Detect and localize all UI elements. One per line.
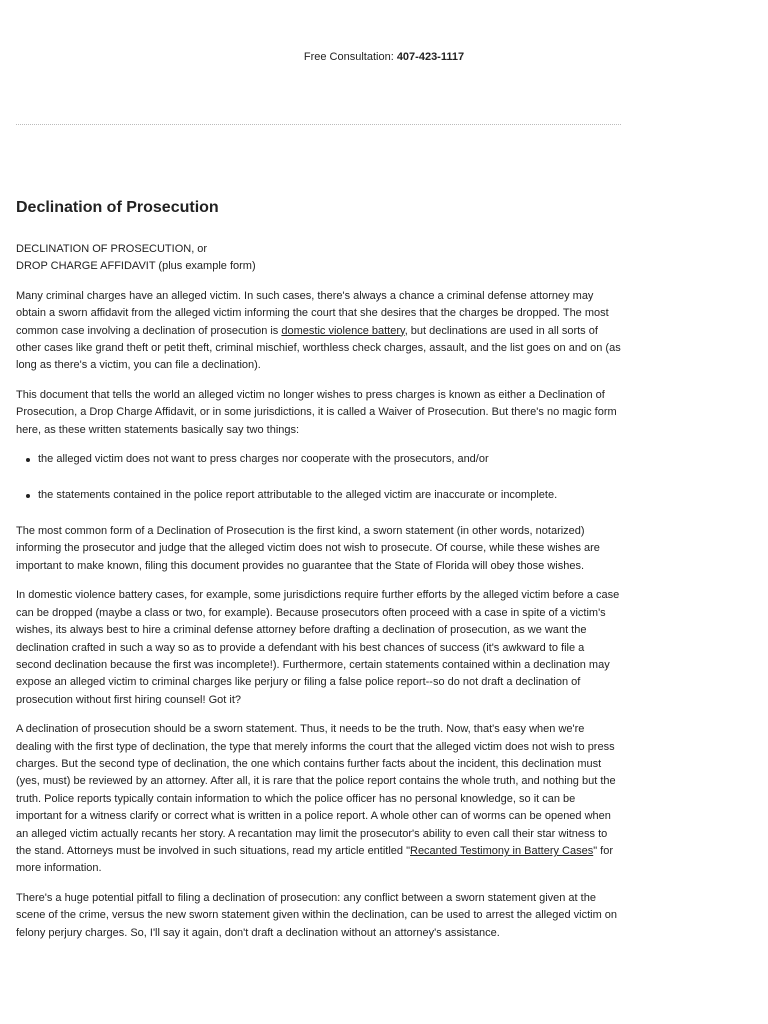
- consultation-label: Free Consultation:: [303, 51, 397, 63]
- paragraph-sworn-text-b: " for more information.: [16, 844, 614, 875]
- domestic-violence-battery-link[interactable]: domestic violence battery: [281, 324, 405, 337]
- dotted-divider: [16, 124, 621, 125]
- recanted-testimony-link[interactable]: Recanted Testimony in Battery Cases: [410, 844, 594, 857]
- paragraph-common-form: The most common form of a Declination of Prosecution is the first kind, a sworn statement (in other words, notarized) informing the prosecutor and judge that the alleged victim does not wish to prosecute. Of course, while these wishes are important to make known, filing this document provides no guarantee that the State of Florida will obey those wishes.: [16, 525, 600, 572]
- paragraph-sworn-statement: [16, 721, 622, 878]
- phone-number[interactable]: 407-423-1117: [396, 51, 465, 63]
- consultation-header: [0, 51, 768, 63]
- declination-points-list: [16, 451, 622, 504]
- paragraph-domestic-violence: In domestic violence battery cases, for example, some jurisdictions require further efforts by the alleged victim before a case can be dropped (maybe a class or two, for example). Because prosecutors often proceed with a case in spite of a victim's wishes, its always best to hire a criminal defense attorney before drafting a declination of prosecution, as we want the declination crafted in such a way so as to provide a defendant with his best chances of success (it's awkward to file a second declination because the first was incomplete!). Furthermore, certain statements contained within a declination may expose an alleged victim to criminal charges like perjury or filing a false police report--so do not draft a declination of prosecution without first hiring counsel! Got it?: [16, 589, 620, 706]
- paragraph-definition: This document that tells the world an alleged victim no longer wishes to press charges is known as either a Declination of Prosecution, a Drop Charge Affidavit, or in some jurisdictions, it is called a Waiver of Prosecution. But there's no magic form here, as these written statements basically say two things:: [16, 388, 617, 436]
- paragraph-intro: [16, 288, 622, 375]
- paragraph-pitfall: There's a huge potential pitfall to filing a declination of prosecution: any conflict between a sworn statement given at the scene of the crime, versus the new sworn statement given within the declination, can be used to arrest the alleged victim on felony perjury charges. So, I'll say it again, don't draft a declination without an attorney's assistance.: [16, 891, 618, 939]
- list-item: the alleged victim does not want to press charges nor cooperate with the prosecutors, and/or: [38, 451, 622, 468]
- subhead-line-2: DROP CHARGE AFFIDAVIT (plus example form): [16, 260, 256, 273]
- article-subhead: [16, 241, 622, 276]
- paragraph-intro-text-b: , but declinations are used in all sorts of other cases like grand theft or petit theft, criminal mischief, worthless check charges, assault, and the list goes on and on (as long as there's a victim, you can file a declination).: [16, 324, 621, 372]
- paragraph-sworn-text-a: A declination of prosecution should be a sworn statement. Thus, it needs to be the truth. Now, that's easy when we're dealing with the first type of declination, the type that merely informs the court that the alleged victim does not wish to press charges. But the second type of declination, the one which contains further facts about the incident, this declination must (yes, must) be reviewed by an attorney. After all, it is rare that the police report contains the whole truth, and nothing but the truth. Police reports typically contain information to which the police officer has no personal knowledge, so it can be important for a witness clarify or correct what is written in a police report. A whole other can of worms can be opened when an alleged victim actually recants her story. A recantation may limit the prosecutor's ability to even call their star witness to the stand. Attorneys must be involved in such situations, read my article entitled ": [16, 723, 616, 857]
- page-title: Declination of Prosecution: [16, 199, 219, 216]
- subhead-line-1: DECLINATION OF PROSECUTION, or: [16, 243, 208, 255]
- article: [16, 198, 622, 954]
- paragraph-intro-text-a: Many criminal charges have an alleged victim. In such cases, there's always a chance a criminal defense attorney may obtain a sworn affidavit from the alleged victim informing the court that she desires that the charges be dropped. The most common case involving a declination of prosecution is: [16, 289, 609, 337]
- list-item: the statements contained in the police report attributable to the alleged victim are inaccurate or incomplete.: [38, 487, 622, 504]
